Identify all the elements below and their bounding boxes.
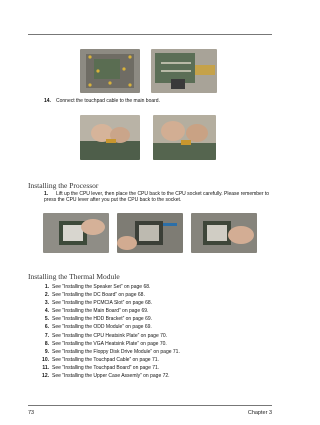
item-number: 5. [44, 316, 49, 323]
step-1 [44, 191, 274, 203]
item-text: See “Installing the PCMCIA Slot” on page 68. [52, 300, 153, 307]
list-item [36, 356, 180, 364]
list-item [36, 332, 180, 340]
photo-cable-connect-1 [80, 115, 140, 160]
item-text: See “Installing the HDD Bracket” on page 69. [52, 316, 153, 323]
item-text: See “Installing the Touchpad Board” on page 71. [52, 364, 160, 371]
item-number: 1. [44, 284, 49, 290]
item-text: See “Installing the Speaker Set” on page 68. [52, 284, 151, 290]
list-item [36, 323, 180, 331]
item-number: 7. [44, 332, 49, 339]
list-item [36, 315, 180, 323]
photo-touchpad-connector [151, 49, 217, 93]
item-text: See “Installing the CPU Heatsink Plate” on page 70. [52, 332, 168, 339]
item-number: 2. [44, 292, 49, 299]
item-number: 4. [44, 308, 49, 315]
step-14 [44, 98, 274, 104]
list-item [36, 299, 180, 307]
list-item [36, 372, 180, 380]
footer-rule [28, 405, 272, 406]
header-rule [28, 34, 272, 35]
step-text: Lift up the CPU lever, then place the CPU back to the CPU socket carefully. Please remember to press the CPU lever after you put the CPU back to the socket. [44, 191, 270, 203]
item-text: See “Installing the Floppy Disk Drive Module” on page 71. [52, 348, 180, 355]
chapter-label: Chapter 3 [247, 410, 272, 416]
item-text: See “Installing the Main Board” on page 69. [52, 308, 149, 315]
photo-bottom-case-screws [80, 49, 140, 93]
section-heading-processor: Installing the Processor [28, 181, 99, 190]
photo-cpu-socket [117, 213, 183, 253]
photo-cpu-lever [43, 213, 109, 253]
photo-cable-connect-2 [153, 115, 216, 160]
item-number: 3. [44, 300, 49, 307]
item-text: See “Installing the DC Board” on page 68. [52, 292, 145, 299]
list-item [36, 291, 180, 299]
item-number: 8. [44, 340, 49, 347]
step-number: 14. [44, 98, 51, 104]
thermal-steps-list [36, 283, 180, 380]
list-item [36, 340, 180, 348]
item-text: See “Installing the VGA Heatsink Plate” on page 70. [52, 340, 167, 347]
item-text: See “Installing the Upper Case Assemly” on page 72. [52, 373, 170, 380]
section-heading-thermal: Installing the Thermal Module [28, 272, 120, 281]
list-item [36, 283, 180, 291]
item-number: 6. [44, 324, 49, 331]
step-text: Connect the touchpad cable to the main board. [56, 98, 160, 104]
step-number: 1. [44, 191, 49, 197]
list-item [36, 364, 180, 372]
list-item [36, 348, 180, 356]
item-number: 9. [44, 348, 49, 355]
list-item [36, 307, 180, 315]
item-text: See “Installing the ODD Module” on page 69. [52, 324, 152, 331]
item-number: 12. [42, 373, 49, 380]
photo-cpu-lever-close [191, 213, 257, 253]
item-number: 11. [42, 364, 49, 371]
item-text: See “Installing the Touchpad Cable” on page 71. [52, 356, 159, 363]
item-number: 10. [42, 356, 49, 363]
page-number: 73 [28, 410, 35, 416]
